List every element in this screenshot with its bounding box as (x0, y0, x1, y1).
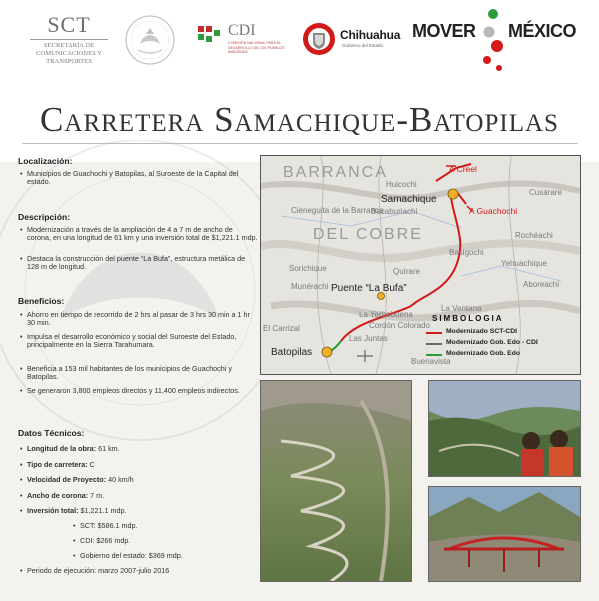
descripcion-bullet: • Modernización a través de la ampliación de 4 a 7 m de ancho de corona, en una longitud de 61 km y una inversión total de $1,221.1 mdp. (20, 226, 258, 242)
mover-dots-icon (477, 6, 507, 76)
mover-logo-right: MÉXICO (508, 21, 577, 41)
title-divider (22, 143, 578, 144)
datos-item-label: Ancho de corona: (27, 491, 89, 500)
map-place-puente: Puente “La Bufa” (331, 283, 407, 294)
datos-item (20, 461, 258, 469)
map-locality: Munérachi (291, 282, 329, 291)
legend-label: Modernizado Gob. Edo (446, 350, 521, 357)
sct-logo-subtitle: SECRETARÍA DE COMUNICACIONES Y TRANSPORTES (36, 42, 102, 65)
beneficios-bullet: • Se generaron 3,800 empleos directos y 11,400 empleos indirectos. (20, 387, 258, 395)
inversion-sub-item: • SCT: $586.1 mdp. (20, 522, 258, 530)
cdi-logo-title: CDI (228, 22, 256, 39)
map-locality: Cusárare (529, 188, 562, 197)
map-direction-creel: A Creel (449, 164, 477, 174)
mover-mexico-logo (412, 6, 596, 78)
mountain-road-photo-icon (261, 381, 411, 581)
canyon-viewers-photo-icon (429, 381, 580, 476)
localizacion-bullet: • Municipios de Guachochi y Batopilas, al Suroeste de la Capital del estado. (20, 170, 258, 186)
datos-item-value: 7 m. (88, 491, 105, 500)
header-bar (0, 0, 599, 82)
localizacion-heading: Localización: (18, 156, 73, 166)
chihuahua-logo-subtitle: Gobierno del Estado (342, 43, 384, 48)
map-region-label: DEL COBRE (313, 226, 423, 243)
map-locality: Bacaburiachi (371, 207, 418, 216)
datos-item-value: C (87, 460, 95, 469)
photo-canyon-viewers (428, 380, 581, 477)
map-locality: Buenavista (411, 357, 451, 366)
chihuahua-logo (302, 18, 406, 62)
chihuahua-shield-icon (302, 22, 336, 56)
datos-item (20, 476, 258, 484)
datos-item-label: Velocidad de Proyecto: (27, 475, 107, 484)
photo-mountain-road (260, 380, 412, 582)
legend-swatch (426, 332, 442, 334)
sct-logo (24, 12, 114, 68)
legend-label: Modernizado Gob. Edo - CDI (446, 339, 538, 346)
beneficios-bullet: • Ahorro en tiempo de recorrido de 2 hrs al pasar de 3 hrs 30 min a 1 hr 30 min. (20, 311, 258, 327)
map-locality: Sorichique (289, 264, 327, 273)
mover-logo-left: MOVER (412, 21, 476, 41)
legend-item (426, 328, 576, 337)
cdi-logo-subtitle: COMISIÓN NACIONAL PARA EL DESARROLLO DE LOS PUEBLOS INDÍGENAS (228, 41, 285, 54)
beneficios-bullet: • Impulsa el desarrollo económico y social del Suroeste del Estado, principalmente en la Sierra Tarahumara. (20, 333, 258, 349)
beneficios-heading: Beneficios: (18, 296, 65, 306)
cdi-logo (196, 22, 286, 62)
map-direction-guachochi: A Guachochi (469, 206, 518, 216)
legend-swatch (426, 343, 442, 345)
datos-item (20, 492, 258, 500)
periodo-ejecucion: • Periodo de ejecución: marzo 2007-julio 2016 (20, 567, 258, 575)
map-locality: Quírare (393, 267, 421, 276)
legend-swatch (426, 354, 442, 356)
map-locality: Aboreachi (523, 280, 560, 289)
datos-item-value: 40 km/h (106, 475, 134, 484)
legend-item (426, 350, 576, 359)
map-locality: Huicochi (386, 180, 417, 189)
map-locality: Yehuachique (501, 259, 547, 268)
bridge-photo-icon (429, 487, 580, 581)
mexico-seal-icon (124, 14, 176, 66)
beneficios-bullet: • Beneficia a 153 mil habitantes de los municipios de Guachochi y Batopilas. (20, 365, 258, 381)
datos-item-value: $1,221.1 mdp. (78, 506, 127, 515)
page-title: Carretera Samachique-Batopilas (40, 100, 559, 139)
inversion-sub-item: • CDI: $266 mdp. (20, 537, 258, 545)
map-place-samachique: Samachique (381, 194, 437, 205)
map-locality: Basigochi (449, 248, 484, 257)
datos-item-label: Longitud de la obra: (27, 444, 97, 453)
descripcion-heading: Descripción: (18, 212, 71, 222)
map-locality: Rochéachi (515, 231, 553, 240)
map-locality: La Yerbabuena (359, 310, 413, 319)
photo-la-bufa-bridge (428, 486, 581, 582)
legend-item (426, 339, 576, 348)
map-locality: Las Juntas (349, 334, 388, 343)
route-map (260, 155, 581, 375)
legend-title: SIMBOLOGIA (432, 314, 504, 323)
map-locality: La Ventana (441, 304, 482, 313)
datos-item-label: Tipo de carretera: (27, 460, 88, 469)
descripcion-bullet: • Destaca la construcción del puente “La Bufa”, estructura metálica de 128 m de longitud. (20, 255, 258, 271)
map-region-label: BARRANCA (283, 164, 388, 181)
sct-logo-title: SCT (47, 12, 91, 37)
datos-heading: Datos Técnicos: (18, 428, 85, 438)
inversion-sub-item: • Gobierno del estado: $369 mdp. (20, 552, 258, 560)
map-locality: El Carrizal (263, 324, 300, 333)
chihuahua-logo-title: Chihuahua (340, 28, 401, 42)
legend-label: Modernizado SCT-CDI (446, 328, 517, 335)
cdi-mark-icon (196, 24, 224, 44)
map-locality: Cieneguita de la Barranca (291, 206, 384, 215)
sct-logo-rule (30, 39, 108, 40)
map-place-batopilas: Batopilas (271, 347, 313, 358)
datos-item-label: Inversión total: (27, 506, 79, 515)
datos-item (20, 507, 258, 515)
datos-item (20, 445, 258, 453)
datos-item-value: 61 km. (96, 444, 120, 453)
map-locality: Cordón Colorado (369, 321, 430, 330)
